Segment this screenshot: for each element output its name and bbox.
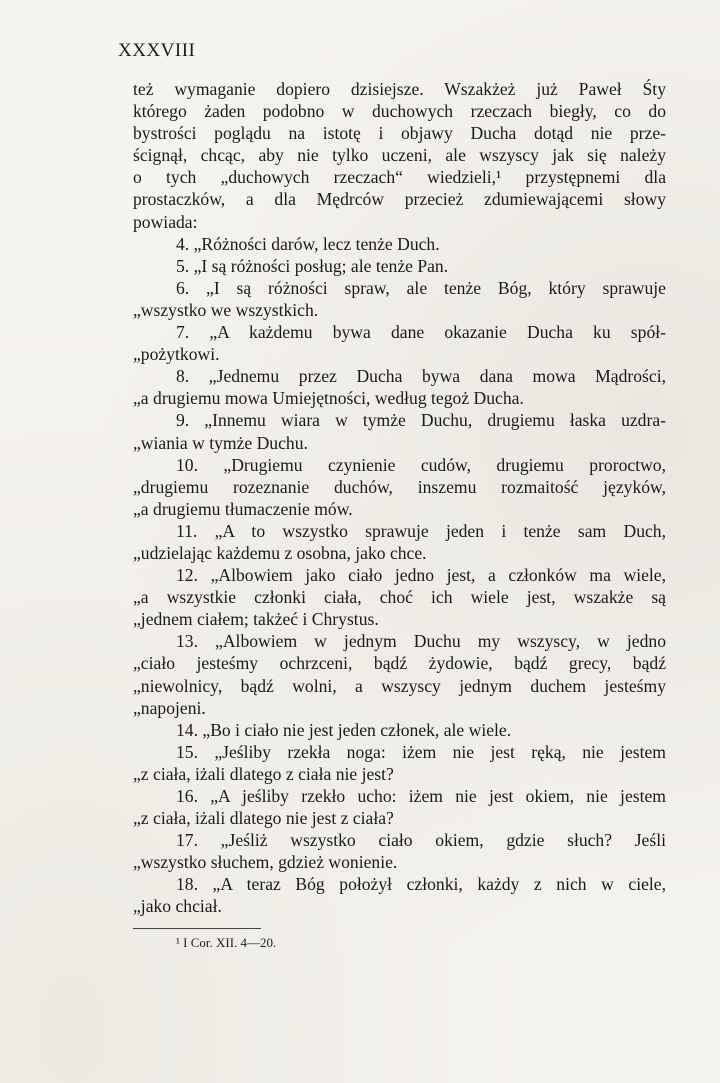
verse-line: 9. „Innemu wiara w tymże Duchu, drugiemu łaska uzdra- [176,410,666,431]
verse-continuation: „udzielając każdemu z osobna, jako chce. [133,542,427,563]
text-line: prostaczków, a dla Mędrców przecież zdumiewającemi słowy [133,189,666,210]
verse-continuation: „wiania w tymże Duchu. [133,432,308,453]
text-line: o tych „duchowych rzeczach“ wiedzieli,¹ przystępnemi dla [133,167,666,188]
verse-line: 7. „A każdemu bywa dane okazanie Ducha ku spół- [176,322,666,343]
verse-line: 10. „Drugiemu czynienie cudów, drugiemu proroctwo, [176,454,666,475]
verse-line: 13. „Albowiem w jednym Duchu my wszyscy, w jedno [176,631,666,652]
verse-continuation: „a drugiemu tłumaczenie mów. [133,498,353,519]
verse-continuation: „napojeni. [133,697,206,718]
verse-line: 6. „I są różności spraw, ale tenże Bóg, który sprawuje [176,277,666,298]
verse-continuation: „a drugiemu mowa Umiejętności, według tegoż Ducha. [133,388,524,409]
verse-continuation: „wszystko słuchem, gdzież wonienie. [133,852,398,873]
verse-line: 15. „Jeśliby rzekła noga: iżem nie jest ręką, nie jestem [176,741,666,762]
text-line: bystrości poglądu na istotę i objawy Ducha dotąd nie prze- [133,123,666,144]
verse-line: 8. „Jednemu przez Ducha bywa dana mowa Mądrości, [176,366,666,387]
verse-line: 14. „Bo i ciało nie jest jeden członek, ale wiele. [176,719,512,740]
text-line: którego żaden podobno w duchowych rzeczach biegły, co do [133,101,666,122]
verse-line: 5. „I są różności posług; ale tenże Pan. [176,255,449,276]
verse-continuation: „jako chciał. [133,896,222,917]
footnote-divider [133,928,261,929]
footnote: ¹ I Cor. XII. 4—20. [176,935,277,950]
verse-continuation: „drugiemu rozeznanie duchów, inszemu rozmaitość języków, [133,476,666,497]
body-text [133,78,666,918]
verse-line: 18. „A teraz Bóg położył członki, każdy z nich w ciele, [176,874,666,895]
text-line: powiada: [133,211,198,232]
verse-line: 16. „A jeśliby rzekło ucho: iżem nie jest okiem, nie jestem [176,786,666,806]
verse-continuation: „niewolnicy, bądź wolni, a wszyscy jednym duchem jesteśmy [133,675,666,696]
verse-line: 17. „Jeśliż wszystko ciało okiem, gdzie słuch? Jeśli [176,830,666,851]
page-number: XXXVIII [118,40,196,61]
verse-continuation: „ciało jesteśmy ochrzceni, bądź żydowie, bądź grecy, bądź [133,653,666,674]
verse-continuation: „pożytkowi. [133,344,220,365]
verse-continuation: „jednem ciałem; takżeć i Chrystus. [133,609,379,630]
verse-line: 12. „Albowiem jako ciało jedno jest, a członków ma wiele, [176,565,666,586]
verse-line: 11. „A to wszystko sprawuje jeden i tenże sam Duch, [176,520,666,541]
verse-continuation: „z ciała, iżali dlatego nie jest z ciała? [133,808,394,829]
text-line: też wymaganie dopiero dzisiejsze. Wszakżeż już Paweł Śty [133,79,666,99]
verse-line: 4. „Różności darów, lecz tenże Duch. [176,233,440,254]
verse-continuation: „z ciała, iżali dlatego z ciała nie jest? [133,763,394,784]
verse-continuation: „wszystko we wszystkich. [133,299,319,320]
text-line: ścignął, chcąc, aby nie tylko uczeni, ale wszyscy jak się należy [133,145,666,166]
verse-continuation: „a wszystkie członki ciała, choć ich wiele jest, wszakże są [133,587,666,608]
